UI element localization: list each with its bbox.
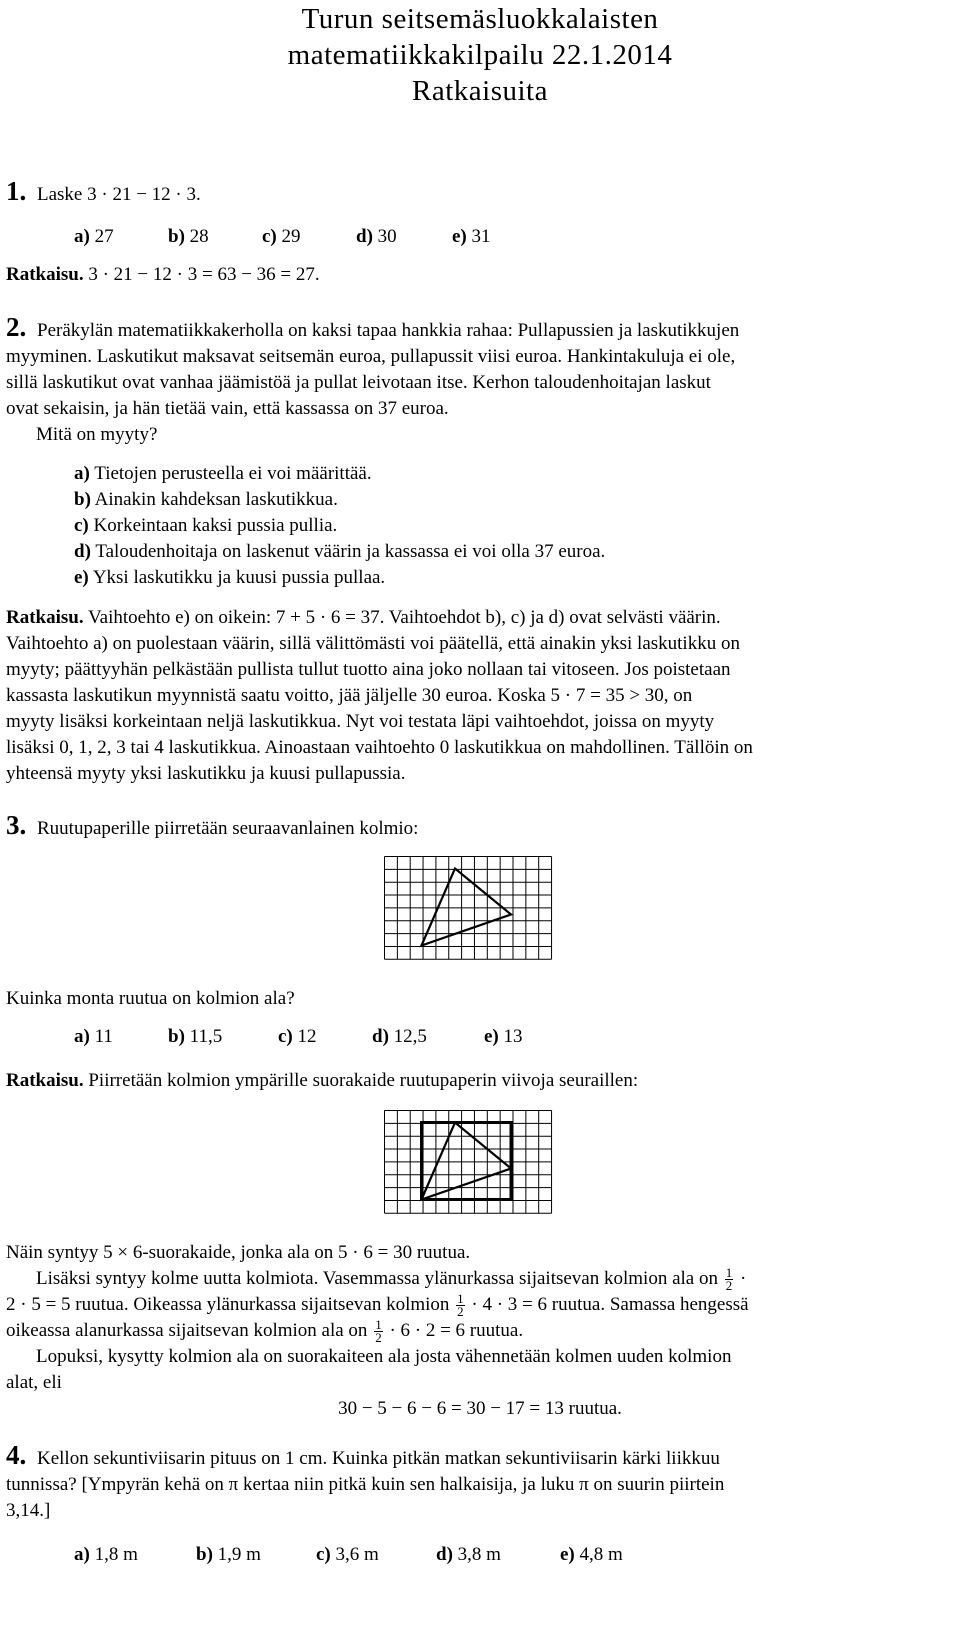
- question-4-number: 4.: [6, 1440, 27, 1470]
- question-3-solution-line-c: oikeassa alanurkassa sijaitsevan kolmion ala on $\frac{1}{2}$ · 6 · 2 = 6 ruutua.: [6, 1317, 524, 1346]
- question-2-option-e: e) Yksi laskutikku ja kuusi pussia pullaa.: [74, 567, 386, 588]
- rectangle-grid-figure: [384, 1110, 554, 1214]
- question-2-solution-line-4: kassasta laskutikun myynnistä saatu voitto, jää jäljelle 30 euroa. Koska 5 · 7 = 35 > 30, on: [6, 685, 693, 706]
- question-4-line-2: tunnissa? [Ympyrän kehä on π kertaa niin pitkä kuin sen halkaisija, ja luku π on suurin piirtein: [6, 1474, 725, 1495]
- question-3-option-c: c) 12: [278, 1026, 317, 1047]
- question-1-option-b: b) 28: [168, 226, 209, 247]
- question-1-solution: Ratkaisu. 3 · 21 − 12 · 3 = 63 − 36 = 27.: [6, 264, 320, 285]
- question-2-option-d: d) Taloudenhoitaja on laskenut väärin ja kassassa ei voi olla 37 euroa.: [74, 541, 606, 562]
- question-4-line-3: 3,14.]: [6, 1500, 51, 1521]
- question-3-equation: 30 − 5 − 6 − 6 = 30 − 17 = 13 ruutua.: [338, 1398, 622, 1419]
- question-1-option-a: a) 27: [74, 226, 114, 247]
- question-3-option-d: d) 12,5: [372, 1026, 427, 1047]
- question-2-solution-line-6: lisäksi 0, 1, 2, 3 tai 4 laskutikkua. Ainoastaan vaihtoehto 0 laskutikkua on mahdollinen. Tällöin on: [6, 737, 753, 758]
- question-3-rectangle-text: Näin syntyy 5 × 6-suorakaide, jonka ala on 5 · 6 = 30 ruutua.: [6, 1242, 471, 1263]
- question-3-solution-line-d: Lopuksi, kysytty kolmion ala on suorakaiteen ala josta vähennetään kolmen uuden kolmion: [36, 1346, 732, 1367]
- question-2-solution-line-7: yhteensä myyty yksi laskutikku ja kuusi pullapussia.: [6, 763, 406, 784]
- question-4-option-a: a) 1,8 m: [74, 1544, 138, 1565]
- question-2-option-c: c) Korkeintaan kaksi pussia pullia.: [74, 515, 338, 536]
- question-1-option-e: e) 31: [452, 226, 491, 247]
- question-1-option-c: c) 29: [262, 226, 301, 247]
- page-title-line-1: Turun seitsemäsluokkalaisten: [301, 3, 659, 35]
- page-title-line-3: Ratkaisuita: [412, 75, 548, 107]
- question-2-option-b: b) Ainakin kahdeksan laskutikkua.: [74, 489, 338, 510]
- question-3-solution-line-a: Lisäksi syntyy kolme uutta kolmiota. Vasemmassa ylänurkassa sijaitsevan kolmion ala on $\frac{1}{2}$ ·: [36, 1265, 747, 1294]
- question-2-question: Mitä on myyty?: [36, 424, 158, 445]
- question-2-solution-line-2: Vaihtoehto a) on puolestaan väärin, sillä välittömästi voi päätellä, että ainakin yksi laskutikku on: [6, 633, 740, 654]
- question-2-line-2: myyminen. Laskutikut maksavat seitsemän euroa, pullapussit viisi euroa. Hankintakuluja ei ole,: [6, 346, 736, 367]
- question-1-number: 1.: [6, 176, 27, 206]
- question-2-solution-line-3: myyty; päättyyhän pelkästään pullista tullut tuotto aina joko nollaan tai vitoseen. Jos poistetaan: [6, 659, 731, 680]
- question-2-line-4: ovat sekaisin, ja hän tietää vain, että kassassa on 37 euroa.: [6, 398, 449, 419]
- question-2-solution-line-5: myyty lisäksi korkeintaan neljä laskutikkua. Nyt voi testata läpi vaihtoehdot, joissa on myyty: [6, 711, 715, 732]
- question-3-intro: 3. Ruutupaperille piirretään seuraavanlainen kolmio:: [6, 810, 419, 840]
- question-3-option-e: e) 13: [484, 1026, 523, 1047]
- question-4-line-1: 4. Kellon sekuntiviisarin pituus on 1 cm. Kuinka pitkän matkan sekuntiviisarin kärki liikkuu: [6, 1440, 720, 1470]
- fraction-half: $\frac{1}{2}$: [725, 1265, 733, 1294]
- page-title-line-2: matematiikkakilpailu 22.1.2014: [287, 39, 673, 71]
- question-1-text: Laske 3 · 21 − 12 · 3.: [37, 184, 201, 205]
- question-4-option-d: d) 3,8 m: [436, 1544, 501, 1565]
- question-2-number: 2.: [6, 312, 27, 342]
- question-3-number: 3.: [6, 810, 27, 840]
- question-4-option-e: e) 4,8 m: [560, 1544, 623, 1565]
- question-4-option-c: c) 3,6 m: [316, 1544, 379, 1565]
- question-4-option-b: b) 1,9 m: [196, 1544, 261, 1565]
- question-1-option-d: d) 30: [356, 226, 397, 247]
- question-2-line-3: sillä laskutikut ovat vanhaa jäämistöä ja pullat leivotaan itse. Kerhon taloudenhoitajan laskut: [6, 372, 711, 393]
- question-3-question: Kuinka monta ruutua on kolmion ala?: [6, 988, 295, 1009]
- triangle-grid-figure: [384, 856, 554, 960]
- fraction-half: $\frac{1}{2}$: [457, 1291, 464, 1320]
- question-1: [6, 178, 201, 208]
- question-2-solution-line-1: Ratkaisu. Vaihtoehto e) on oikein: 7 + 5 · 6 = 37. Vaihtoehdot b), c) ja d) ovat selvästi väärin.: [6, 607, 721, 628]
- question-3-solution-line-e: alat, eli: [6, 1372, 62, 1393]
- question-3-option-a: a) 11: [74, 1026, 113, 1047]
- question-3-solution-intro: Ratkaisu. Piirretään kolmion ympärille suorakaide ruutupaperin viivoja seuraillen:: [6, 1070, 639, 1091]
- question-3-option-b: b) 11,5: [168, 1026, 223, 1047]
- question-2-option-a: a) Tietojen perusteella ei voi määrittää.: [74, 463, 372, 484]
- fraction-half: $\frac{1}{2}$: [375, 1317, 382, 1346]
- question-2-line-1: 2. Peräkylän matematiikkakerholla on kaksi tapaa hankkia rahaa: Pullapussien ja laskutikkujen: [6, 312, 740, 342]
- question-3-solution-line-b: 2 · 5 = 5 ruutua. Oikeassa ylänurkassa sijaitsevan kolmion $\frac{1}{2}$ · 4 · 3 = 6 ruutua. Samassa hengessä: [6, 1291, 749, 1320]
